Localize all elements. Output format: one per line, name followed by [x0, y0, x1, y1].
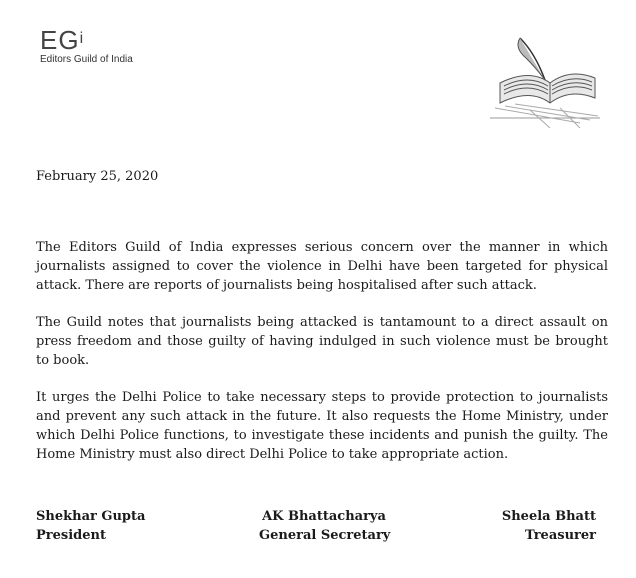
org-name: Editors Guild of India [40, 54, 133, 65]
signatory-title: Treasurer [524, 528, 596, 543]
signatory-president [36, 507, 145, 545]
letterhead-logo [40, 26, 133, 65]
signatory-name: Sheela Bhatt [501, 509, 596, 524]
letter-body [36, 238, 608, 482]
signatory-name: Shekhar Gupta [36, 509, 146, 524]
letter-date: February 25, 2020 [36, 169, 159, 184]
paragraph: The Editors Guild of India expresses serious concern over the manner in which journalists assigned to cover the violence in Delhi have been targeted for physical attack. There are reports of journalists being hospitalised after such attack. [36, 240, 608, 293]
logo-mark [40, 26, 133, 53]
logo-mark-letters: EG [40, 25, 80, 55]
paragraph: The Guild notes that journalists being attacked is tantamount to a direct assault on press freedom and those guilty of having indulged in such violence must be brought to book. [36, 315, 608, 368]
signature-block [36, 507, 596, 547]
signatory-treasurer [502, 507, 596, 545]
signatory-general-secretary [259, 507, 389, 545]
signatory-title: President [36, 528, 106, 543]
signatory-name: AK Bhattacharya [262, 509, 386, 524]
paragraph: It urges the Delhi Police to take necessary steps to provide protection to journalists and prevent any such attack in the future. It also requests the Home Ministry, under which Delhi Police functions, to investigate these incidents and punish the guilty. The Home Ministry must also direct Delhi Police to take appropriate action. [36, 390, 608, 462]
book-and-quill-icon [490, 28, 600, 128]
signatory-title: General Secretary [259, 528, 391, 543]
logo-mark-i: i [79, 30, 85, 47]
